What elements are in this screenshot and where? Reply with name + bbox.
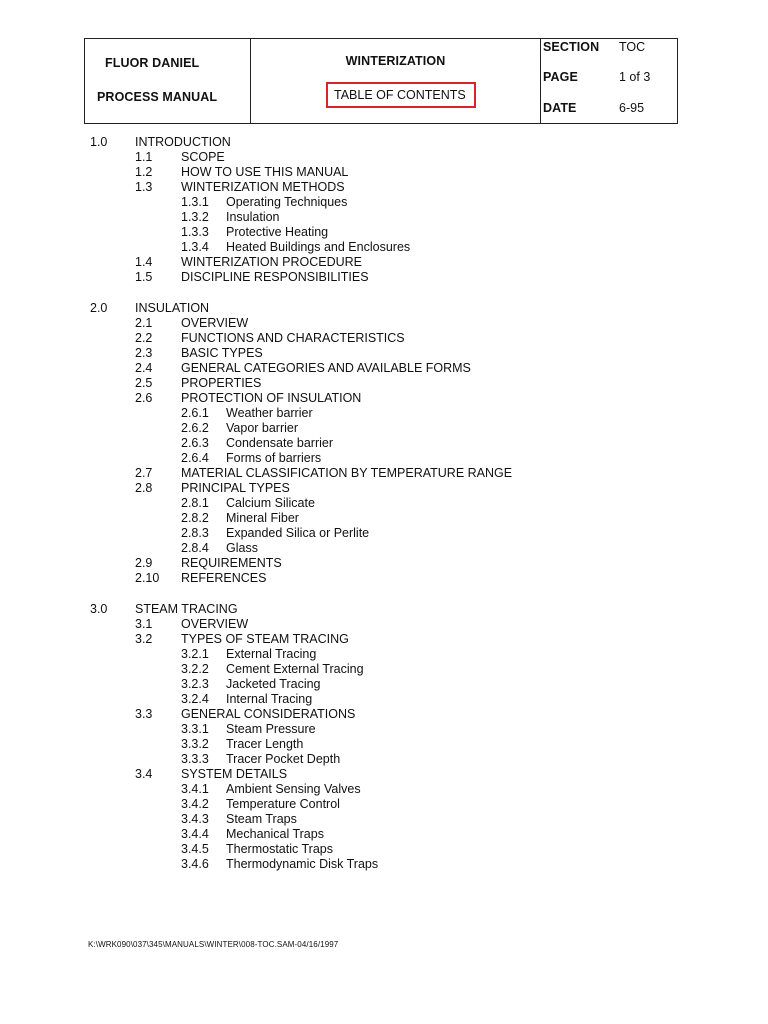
toc-entry-number: 2.0 — [90, 300, 108, 315]
toc-entry-number: 3.2.1 — [181, 646, 209, 661]
toc-entry-title: Tracer Pocket Depth — [226, 752, 341, 767]
toc-entry-number: 2.6.4 — [181, 451, 209, 466]
company-name: FLUOR DANIEL — [105, 56, 200, 70]
toc-entry-title: MATERIAL CLASSIFICATION BY TEMPERATURE RANGE — [181, 466, 513, 481]
section-value: TOC — [619, 40, 646, 54]
toc-entry-number: 1.4 — [135, 255, 153, 270]
toc-entry-title: Insulation — [226, 210, 280, 225]
toc-entry-title: OVERVIEW — [181, 616, 249, 631]
toc-entry-title: Thermostatic Traps — [226, 842, 333, 857]
toc-entry-number: 2.9 — [135, 556, 153, 571]
toc-entry-number: 3.4.3 — [181, 812, 209, 827]
toc-entry-title: Mineral Fiber — [226, 511, 299, 526]
toc-entry-title: Tracer Length — [226, 737, 304, 751]
date-label: DATE — [543, 101, 577, 115]
toc-entry-title: DISCIPLINE RESPONSIBILITIES — [181, 270, 369, 285]
toc-entry-title: REQUIREMENTS — [181, 556, 282, 571]
toc-entry-title: STEAM TRACING — [135, 601, 238, 616]
toc-entry-title: TYPES OF STEAM TRACING — [181, 631, 349, 646]
manual-name: PROCESS MANUAL — [97, 90, 218, 104]
toc-entry-title: OVERVIEW — [181, 315, 249, 330]
toc-entry-number: 1.3.2 — [181, 210, 209, 225]
date-value: 6-95 — [619, 101, 645, 115]
toc-entry-number: 1.2 — [135, 165, 153, 180]
toc-entry-number: 3.3 — [135, 706, 153, 721]
header-left-cell — [85, 39, 251, 123]
document-title: WINTERIZATION — [345, 54, 446, 68]
toc-entry-number: 3.3.1 — [181, 721, 209, 736]
toc-entry-title: WINTERIZATION METHODS — [181, 180, 345, 195]
toc-entry-number: 2.2 — [135, 330, 153, 345]
toc-entry-number: 2.8.2 — [181, 511, 209, 526]
toc-entry-title: FUNCTIONS AND CHARACTERISTICS — [181, 330, 405, 345]
toc-entry-number: 3.2.4 — [181, 691, 209, 706]
toc-entry-number: 3.3.2 — [181, 737, 209, 751]
toc-entry-number: 1.3 — [135, 180, 153, 195]
toc-entry-title: SYSTEM DETAILS — [181, 767, 288, 782]
toc-entry-number: 3.2 — [135, 631, 153, 646]
toc-entry-number: 2.8.3 — [181, 526, 209, 541]
toc-entry-title: REFERENCES — [181, 571, 267, 586]
toc-entry-title: PROPERTIES — [181, 375, 262, 390]
toc-entry-title: Vapor barrier — [226, 420, 299, 435]
toc-entry-number: 2.8 — [135, 481, 153, 496]
toc-entry-number: 1.1 — [135, 150, 153, 165]
toc-entry-title: Cement External Tracing — [226, 661, 364, 676]
toc-entry-title: Thermodynamic Disk Traps — [226, 857, 379, 872]
toc-entry-title: Calcium Silicate — [226, 496, 315, 511]
toc-entry-number: 2.8.1 — [181, 496, 209, 511]
toc-entry-number: 3.4.5 — [181, 842, 209, 857]
toc-entry-number: 2.6.1 — [181, 405, 209, 420]
toc-entry-title: Jacketed Tracing — [226, 676, 321, 691]
toc-entry-number: 2.6 — [135, 390, 153, 405]
toc-entry-number: 2.6.2 — [181, 420, 209, 435]
toc-entry-title: Mechanical Traps — [226, 827, 324, 842]
toc-entry-title: Ambient Sensing Valves — [226, 782, 361, 797]
toc-entry-number: 3.4.2 — [181, 797, 209, 812]
toc-entry-title: External Tracing — [226, 646, 317, 661]
toc-entry-number: 2.3 — [135, 345, 153, 360]
toc-entry-title: Steam Traps — [226, 812, 297, 827]
toc-entry-title: Weather barrier — [226, 405, 313, 420]
toc-entry-title: INTRODUCTION — [135, 135, 231, 149]
toc-entry-number: 2.6.3 — [181, 436, 209, 450]
toc-entry-number: 3.4.1 — [181, 782, 209, 797]
toc-entry-title: Condensate barrier — [226, 436, 334, 450]
header-right-cell — [541, 39, 679, 123]
toc-entry-number: 1.3.4 — [181, 240, 209, 255]
toc-entry-title: HOW TO USE THIS MANUAL — [181, 165, 349, 180]
toc-entry-title: INSULATION — [135, 300, 210, 315]
toc-entry-number: 3.0 — [90, 601, 108, 616]
toc-entry-number: 2.1 — [135, 315, 153, 330]
toc-entry-title: SCOPE — [181, 150, 225, 165]
toc-entry-number: 1.3.1 — [181, 195, 209, 210]
header-center-cell — [251, 39, 541, 123]
toc-entry-title: Temperature Control — [226, 797, 340, 812]
toc-entry-number: 2.5 — [135, 375, 153, 390]
toc-entry-title: Heated Buildings and Enclosures — [226, 240, 411, 255]
toc-entry-number: 3.4 — [135, 767, 153, 782]
toc-entry-title: WINTERIZATION PROCEDURE — [181, 255, 363, 270]
toc-entry-number: 3.1 — [135, 616, 153, 631]
toc-entry-title: Steam Pressure — [226, 721, 316, 736]
toc-entry-title: PRINCIPAL TYPES — [181, 481, 290, 496]
file-path-footer: K:\WRK090\037\345\MANUALS\WINTER\008-TOC.SAM-04/16/1997 — [88, 940, 339, 949]
toc-entry-title: BASIC TYPES — [181, 345, 263, 360]
toc-entry-number: 1.5 — [135, 270, 153, 285]
toc-subtitle-box: TABLE OF CONTENTS — [326, 82, 476, 108]
toc-entry-number: 2.4 — [135, 360, 153, 375]
section-label: SECTION — [543, 40, 600, 54]
toc-entry-number: 3.4.6 — [181, 857, 209, 872]
toc-entry-title: Internal Tracing — [226, 691, 313, 706]
toc-entry-number: 1.0 — [90, 135, 108, 149]
toc-entry-number: 2.7 — [135, 466, 153, 481]
toc-entry-title: Operating Techniques — [226, 195, 348, 210]
toc-entry-number: 3.3.3 — [181, 752, 209, 767]
toc-entry-number: 3.2.3 — [181, 676, 209, 691]
toc-entry-number: 2.10 — [135, 571, 160, 586]
toc-entry-title: Expanded Silica or Perlite — [226, 526, 370, 541]
toc-entry-title: GENERAL CATEGORIES AND AVAILABLE FORMS — [181, 360, 471, 375]
toc-entry-number: 1.3.3 — [181, 225, 209, 240]
toc-entry-number: 2.8.4 — [181, 541, 209, 556]
toc-entry-title: GENERAL CONSIDERATIONS — [181, 706, 356, 721]
toc-entry-number: 3.2.2 — [181, 661, 209, 676]
document-header — [84, 38, 678, 124]
toc-entry-title: Glass — [226, 541, 258, 556]
toc-entry-number: 3.4.4 — [181, 827, 209, 842]
page-value: 1 of 3 — [619, 70, 651, 84]
page-label: PAGE — [543, 70, 578, 84]
toc-entry-title: Forms of barriers — [226, 451, 322, 466]
toc-entry-title: Protective Heating — [226, 225, 329, 240]
toc-entry-title: PROTECTION OF INSULATION — [181, 390, 362, 405]
